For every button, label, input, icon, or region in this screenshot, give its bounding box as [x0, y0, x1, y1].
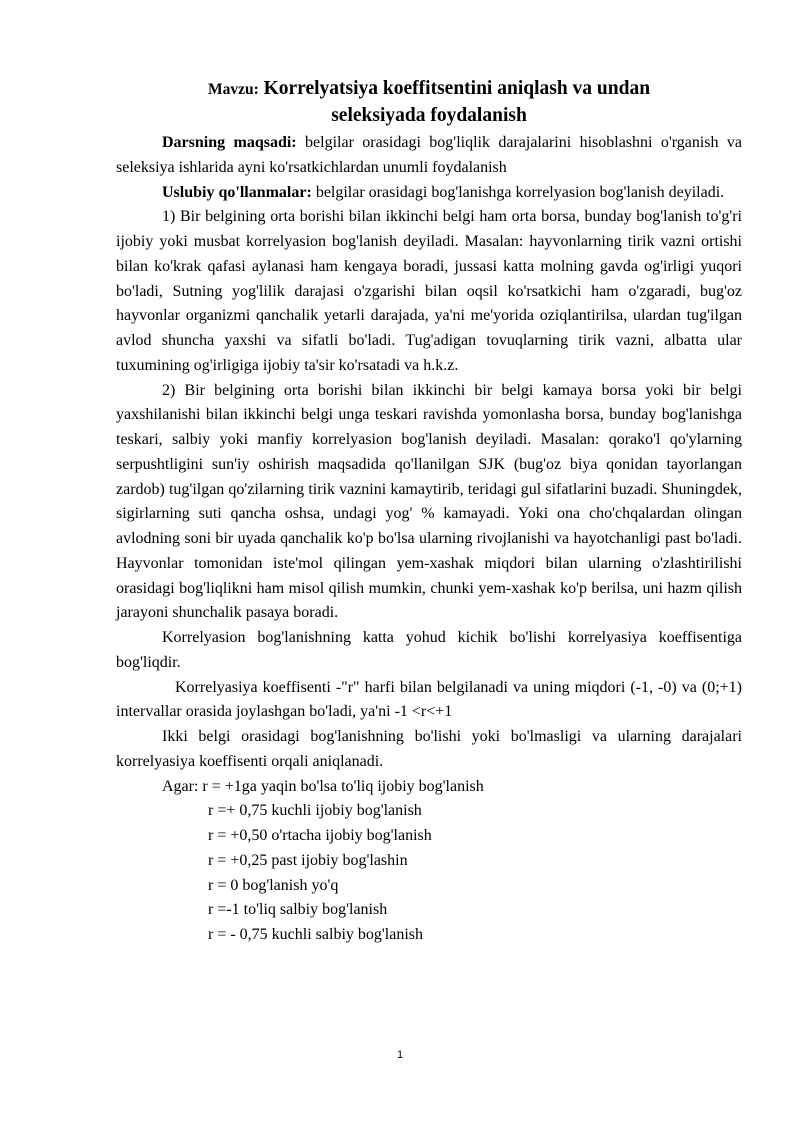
title-line-2: seleksiyada foydalanish — [331, 105, 527, 126]
r-value-item: r =+ 0,75 kuchli ijobiy bog'lanish — [208, 802, 422, 820]
page-number: 1 — [396, 1049, 404, 1061]
method-text: belgilar orasidagi bog'lanishga korrelyasion bog'lanish deyiladi. — [315, 183, 725, 201]
method-paragraph — [116, 181, 742, 206]
r-value-list — [116, 775, 742, 948]
coefficient-dependence-paragraph: Korrelyasion bog'lanishning katta yohud kichik bo'lishi korrelyasiya koeffisentiga bog'liqdir. — [116, 629, 742, 671]
r-value-item: r =-1 to'liq salbiy bog'lanish — [208, 901, 388, 919]
r-value-item: r = +0,25 past ijobiy bog'lashin — [208, 851, 408, 869]
page-title — [116, 76, 742, 129]
coefficient-usage-paragraph: Ikki belgi orasidagi bog'lanishning bo'lishi yoki bo'lmasligi va ularning darajalari korrelyasiya koeffisenti orqali aniqlanadi. — [116, 728, 742, 770]
document-body — [116, 131, 742, 948]
negative-correlation-paragraph: 2) Bir belgining orta borishi bilan ikkinchi bir belgi kamaya borsa yoki bir belgi yaxshilanishi bilan ikkinchi belgi unga teskari ravishda yomonlasha borsa, bunday bog'lanishga teskari, salbiy yoki manfiy korrelyasion bog'lanish deyiladi. Masalan: qorako'l qo'ylarning serpushtligini sun'iy oshirish maqsadida qo'llanilgan SJK (bug'oz biya qonidan tayorlangan zardob) tug'ilgan qo'zilarning tirik vaznini kamaytirib, teridagi gul sifatlarini buzadi. Shuningdek, sigirlarning suti qancha oshsa, undagi yog' % kamayadi. Yoki ona cho'chqalardan olingan avlodning soni bir uyada qanchalik ko'p bo'lsa ularning rivojlanishi va hayotchanligi past bo'ladi. Hayvonlar tomonidan iste'mol qilingan yem-xashak miqdori bilan ularning o'zlashtirilishi orasidagi bog'liqlikni ham misol qilish mumkin, chunki yem-xashak ko'p berilsa, uni hazm qilish jarayoni shunchalik pasaya boradi. — [116, 381, 742, 622]
goal-text: belgilar orasidagi bog'liqlik darajalarini hisoblashni o'rganish va seleksiya ishlarida ayni ko'rsatkichlardan unumli foydalanish — [116, 134, 743, 176]
goal-label: Darsning maqsadi: — [162, 134, 297, 151]
coefficient-definition-paragraph: Korrelyasiya koeffisenti -"r" harfi bilan belgilanadi va uning miqdori (-1, -0) va (0;+1) intervallar orasida joylashgan bo'ladi, ya'ni -1 <r<+1 — [116, 678, 742, 721]
r-value-item: r = 0 bog'lanish yo'q — [208, 876, 339, 894]
r-value-item: Agar: r = +1ga yaqin bo'lsa to'liq ijobiy bog'lanish — [162, 777, 484, 795]
title-prefix: Mavzu: — [207, 81, 259, 98]
goal-paragraph — [116, 131, 742, 181]
r-value-item: r = - 0,75 kuchli salbiy bog'lanish — [208, 926, 423, 943]
positive-correlation-paragraph: 1) Bir belgining orta borishi bilan ikkinchi belgi ham orta borsa, bunday bog'lanish to'g'ri ijobiy yoki musbat korrelyasion bog'lanish deyiladi. Masalan: hayvonlarning tirik vazni ortishi bilan ko'krak qafasi aylanasi ham kengaya boradi, jussasi katta molning gavda og'irligi yuqori bo'ladi, Sutning yog'lilik darajasi o'zgarishi bilan oqsil ko'rsatkichi ham o'zgaradi, bug'oz hayvonlar organizmi qanchalik yetarli darajada, ya'ni me'yorida oziqlantirilsa, ulardan tug'ilgan avlod shuncha yaxshi va sifatli bo'ladi. Tug'adigan tovuqlarning tirik vazni, albatta ular tuxumining og'irligiga ijobiy ta'sir ko'rsatadi va h.k.z. — [116, 208, 742, 374]
title-line-1: Korrelyatsiya koeffitsentini aniqlash va undan — [263, 78, 651, 99]
r-value-item: r = +0,50 o'rtacha ijobiy bog'lanish — [208, 827, 432, 844]
method-label: Uslubiy qo'llanmalar: — [162, 183, 312, 201]
